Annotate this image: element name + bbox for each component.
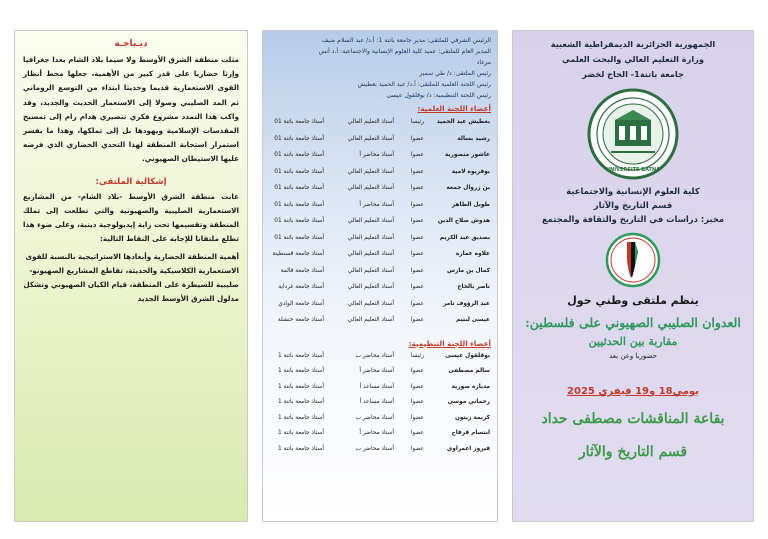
member-name: سالم مصطفى xyxy=(448,368,490,374)
university-name: جامعة باتنة1- الحاج لخضر xyxy=(582,69,684,79)
organizing-committee-table xyxy=(269,349,491,458)
problem-text: عانت منطقة الشرق الأوسط -بلاد الشام- من المشاريع الاستعمارية الصليبية والصهيونية والتي تطلعت إلى تملك المنطقة وتقسيمها تحت راية إيديولوجية دينية، وعلى ضوء هذا تطلع ملتقانا للإجابة على النقاط التالية: xyxy=(23,191,239,244)
member-role: عضوا xyxy=(410,414,424,421)
officials-list xyxy=(269,35,491,101)
member-row xyxy=(269,364,491,380)
member-affiliation: أستاذ جامعة باتنة 01 xyxy=(274,218,324,224)
member-name: هدوش صلاح الدين xyxy=(437,218,490,224)
member-row xyxy=(269,349,491,365)
member-role: عضوا xyxy=(410,168,424,175)
member-affiliation: أستاذ جامعة باتنة 1 xyxy=(277,445,324,452)
member-rank: أستاذ مساعد أ xyxy=(359,399,394,405)
member-affiliation: أستاذ جامعة خنشلة xyxy=(277,317,324,323)
scientific-committee-table xyxy=(269,114,491,329)
member-affiliation: أستاذ جامعة باتنة 1 xyxy=(277,352,324,359)
member-role: عضوا xyxy=(410,383,424,390)
member-role: عضوا xyxy=(410,251,424,257)
member-rank: أستاذ التعليم العالي xyxy=(347,234,394,241)
member-name: بن زروال جمعة xyxy=(446,185,490,191)
member-rank: أستاذ محاضر ب xyxy=(355,445,394,452)
faculty-name: كلية العلوم الإنسانية والاجتماعية xyxy=(566,186,700,196)
member-name: ابتسام قرفاح xyxy=(451,430,490,436)
member-role: عضوا xyxy=(410,399,424,405)
member-rank: أستاذ التعليم العالي xyxy=(347,251,394,257)
member-rank: أستاذ التعليم العالي xyxy=(347,267,394,274)
member-affiliation: أستاذ جامعة باتنة 1 xyxy=(277,368,324,374)
member-row xyxy=(269,263,491,280)
member-role: عضوا xyxy=(410,284,424,290)
venue-hall: بقاعة المناقشات مصطفى حداد xyxy=(541,411,725,427)
member-affiliation: أستاذ جامعة الوادي xyxy=(278,300,324,307)
official-line: الرئيس الشرفي للملتقى: مدير جامعة باتنة 1: أ.د/ عبد السلام ضيف xyxy=(321,37,491,44)
venue-department: قسم التاريخ والآثار xyxy=(578,444,688,460)
member-affiliation: أستاذ جامعة باتنة 1 xyxy=(277,383,324,390)
member-role: عضوا xyxy=(410,201,424,208)
member-affiliation: أستاذ جامعة باتنة 1 xyxy=(277,414,324,421)
conference-date: يومي18 و19 فيفري 2025 xyxy=(567,386,699,397)
member-role: عضوا xyxy=(410,430,424,436)
member-affiliation: أستاذ جامعة باتنة 1 xyxy=(277,430,324,436)
member-role: عضوا xyxy=(410,317,424,323)
member-row xyxy=(269,213,491,230)
member-rank: أستاذ التعليم العالي xyxy=(347,119,394,125)
republic-name: الجمهورية الجزائرية الديمقراطية الشعبية xyxy=(550,39,716,49)
organizes-heading: ينظم ملتقى وطني حول xyxy=(567,294,699,307)
member-name: عاشور منصورية xyxy=(444,152,490,158)
member-rank: أستاذ محاضر ب xyxy=(355,414,394,421)
member-row xyxy=(269,395,491,411)
member-role: عضوا xyxy=(410,368,424,374)
member-rank: أستاذ محاضر أ xyxy=(359,430,394,436)
university-logo xyxy=(585,86,681,182)
official-line: رئيس الملتقى: د/ طي سمير xyxy=(419,70,491,77)
cover-panel xyxy=(512,30,754,522)
logo-caption: UNIVERSITE BATNA xyxy=(605,167,661,173)
member-name: بصديق عبد الكريم xyxy=(439,234,490,241)
member-rank: أستاذ محاضر ب xyxy=(355,352,394,359)
member-name: كريمة زيتون xyxy=(454,414,490,421)
member-row xyxy=(269,197,491,214)
member-name: مديازة صورية xyxy=(451,383,490,390)
member-row xyxy=(269,164,491,181)
member-affiliation: أستاذ جامعة قسنطينة xyxy=(272,251,324,257)
member-row xyxy=(269,411,491,427)
member-rank: أستاذ التعليم العالي xyxy=(347,185,394,191)
member-affiliation: أستاذ جامعة باتنة 01 xyxy=(274,201,324,208)
member-role: رئيسا xyxy=(410,119,424,125)
member-row xyxy=(269,442,491,458)
member-affiliation: أستاذ جامعة باتنة 01 xyxy=(274,152,324,158)
member-role: عضوا xyxy=(410,185,424,191)
conference-title: العدوان الصليبي الصهيوني على فلسطين: xyxy=(525,315,741,330)
member-name: كمال بن مارس xyxy=(447,267,490,274)
preamble-title: ديـباجـة xyxy=(114,39,148,49)
member-affiliation: أستاذ جامعة باتنة 01 xyxy=(274,135,324,142)
member-name: بوقلقول عيسى xyxy=(445,352,490,359)
committees-panel xyxy=(262,30,498,522)
member-affiliation: أستاذ جامعة باتنة 01 xyxy=(274,168,324,175)
preamble-text: مثلت منطقة الشرق الأوسط ولا سيما بلاد الشام بعدا جغرافيا وإرثا حضاريا على قدر كبير من الأهمية، جعلها محط أنظار القوى الاستعمارية قديما وحديثا ابتداء من التوسع الروماني ثم المد الصليبي وصولا إلى الاستعمار الحديث والجديد، وقد واكب هذا التمدد مشروع فكري تنصيري هدام رام إلى تمسيح المقدسات الإسلامية ويهودها بل إلى تملكها، وهذا ما يفسر استمرار استجابة المنطقة لهذا التحدي الحضاري الذي فرضه عليها الاستيطان الصهيوني. xyxy=(23,55,239,164)
member-row xyxy=(269,230,491,247)
ministry-name: وزارة التعليم العالي والبحث العلمي xyxy=(562,54,704,64)
lab-logo xyxy=(605,232,661,288)
member-role: عضوا xyxy=(410,234,424,241)
member-rank: أستاذ محاضر أ xyxy=(359,368,394,374)
member-role: عضوا xyxy=(410,218,424,224)
member-row xyxy=(269,312,491,329)
member-role: عضوا xyxy=(410,300,424,307)
member-role: عضوا xyxy=(410,267,424,274)
member-name: علاوة عمارة xyxy=(455,251,490,257)
official-line: مرغاد xyxy=(476,59,491,66)
member-name: رشيد بسالة xyxy=(457,135,490,142)
member-role: عضوا xyxy=(410,445,424,452)
member-rank: أستاذ التعليم العالي xyxy=(347,218,394,224)
member-rank: أستاذ التعليم العالي xyxy=(347,300,394,307)
member-name: طويل الطاهر xyxy=(451,201,490,208)
member-affiliation: أستاذ جامعة باتنة 1 xyxy=(277,399,324,405)
official-line: رئيس اللجنة العلمية للملتقى: أ.د/ عبد الحميد بعطيش xyxy=(357,81,491,88)
member-row xyxy=(269,114,491,131)
member-row xyxy=(269,180,491,197)
member-name: رحماني موسى xyxy=(447,399,490,405)
scientific-committee-title: أعضاء اللجنة العلمية: xyxy=(417,104,491,113)
problem-points: أهمية المنطقة الحضارية وأبعادها الاستراتيجية بالنسبة للقوى الاستعمارية الكلاسيكية والحديثة، تقاطع المشاريع الصهيونو-صليبية للسيطرة على المنطقة، قيام الكيان الصهيوني وتشكل مدلول الشرق الأوسط الجديد xyxy=(23,252,239,304)
member-rank: أستاذ محاضر أ xyxy=(359,152,394,158)
member-rank: أستاذ محاضر أ xyxy=(359,201,394,208)
attendance-mode: حضوريا وعن بعد xyxy=(609,352,657,360)
member-name: فيروز اعمراوي xyxy=(446,445,490,452)
member-role: عضوا xyxy=(410,152,424,158)
member-affiliation: أستاذ جامعة باتنة 01 xyxy=(274,119,324,125)
official-line: رئيس اللجنة التنظيمية: د/ بوقلقول عيسى xyxy=(386,92,491,99)
official-line: المدير العام للملتقى: عميد كلية العلوم الإنسانية والاجتماعية: أ.د أنس xyxy=(318,48,491,55)
member-row xyxy=(269,147,491,164)
lab-name: مخبر: دراسات في التاريخ والثقافة والمجتمع xyxy=(541,214,725,224)
member-rank: أستاذ التعليم العالي xyxy=(347,168,394,175)
member-affiliation: أستاذ جامعة باتنة 01 xyxy=(274,185,324,191)
department-name: قسم التاريخ والآثار xyxy=(593,200,673,210)
member-rank: أستاذ مساعد أ xyxy=(359,383,394,390)
member-name: ناصر بالحاج xyxy=(457,284,490,290)
palestine-emblem-icon xyxy=(605,232,661,288)
member-name: عبد الرؤوف تامر xyxy=(443,300,490,307)
preamble-panel xyxy=(14,30,248,522)
member-name: عيسى لبتيم xyxy=(456,317,490,323)
member-rank: أستاذ التعليم العالي xyxy=(347,135,394,142)
member-row xyxy=(269,131,491,148)
member-rank: أستاذ التعليم العالي xyxy=(347,284,394,290)
member-role: رئيسا xyxy=(410,352,424,359)
member-name: بوقريوة لامية xyxy=(451,168,490,175)
member-name: بعطيش عبد الحميد xyxy=(436,119,490,125)
member-row xyxy=(269,426,491,442)
organizing-committee-title: أعضاء اللجنة التنظيمية: xyxy=(408,338,491,348)
member-row xyxy=(269,296,491,313)
conference-subtitle: مقاربة بين الحدثيين xyxy=(588,335,678,348)
member-row xyxy=(269,380,491,396)
member-affiliation: أستاذ جامعة غرداية xyxy=(278,284,324,290)
member-row xyxy=(269,246,491,263)
member-row xyxy=(269,279,491,296)
member-role: عضوا xyxy=(410,135,424,142)
problem-title: إشكالية الملتقى: xyxy=(95,176,167,187)
member-rank: أستاذ التعليم العالي xyxy=(347,317,394,323)
member-affiliation: أستاذ جامعة باتنة 01 xyxy=(274,234,324,241)
member-affiliation: أستاذ جامعة قالمة xyxy=(280,267,324,274)
